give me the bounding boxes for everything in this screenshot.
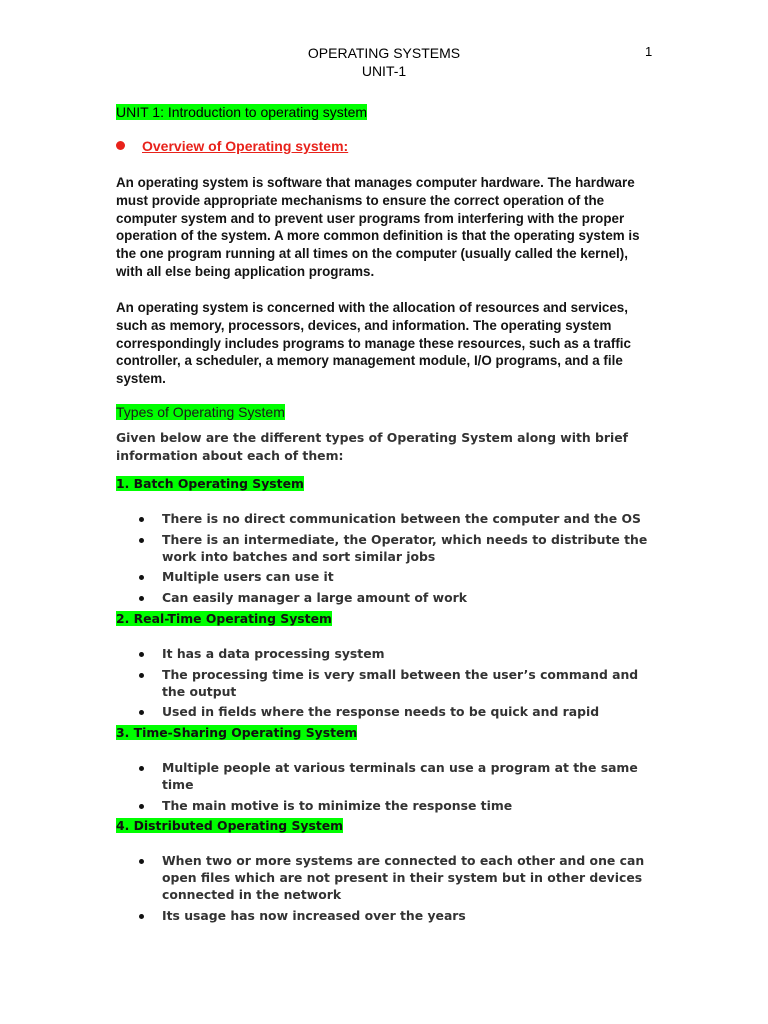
bullet-list-distributed [116,852,656,927]
list-item: The processing time is very small between the user’s command and the output [116,666,656,700]
section-heading-text: 1. Batch Operating System [116,476,304,491]
types-intro: Given below are the different types of Operating System along with brief information about each of them: [116,430,629,463]
list-item: There is no direct communication between the computer and the OS [116,510,656,527]
list-item: When two or more systems are connected to each other and one can open files which are not present in their system but in other devices connected in the network [116,852,656,903]
document-subtitle: UNIT-1 [361,63,407,79]
document-title: OPERATING SYSTEMS [307,45,461,61]
paragraph-1: An operating system is software that manages computer hardware. The hardware must provide appropriate mechanisms to ensure the correct operation of the computer system and to prevent user programs from interfering with the proper operation of the system. A more common definition is that the operating system is the one program running at all times on the computer (usually called the kernel), with all else being application programs. [116,175,640,279]
bullet-list-batch [116,510,656,609]
section-heading-text: 3. Time-Sharing Operating System [116,725,358,740]
overview-heading-text: Overview of Operating system: [142,138,349,154]
list-item: Used in fields where the response needs to be quick and rapid [116,703,656,720]
section-heading-real-time [116,610,332,627]
types-heading [116,403,285,421]
unit-heading-text: UNIT 1: Introduction to operating system [116,104,368,120]
section-heading-distributed [116,817,343,834]
bullet-dot-icon [116,141,125,150]
section-heading-text: 4. Distributed Operating System [116,818,344,833]
list-item: It has a data processing system [116,645,656,662]
unit-heading [116,103,367,121]
list-item: Multiple users can use it [116,568,656,585]
list-item: Can easily manager a large amount of work [116,589,656,606]
types-heading-text: Types of Operating System [116,404,285,420]
overview-heading [116,137,348,155]
section-heading-time-sharing [116,724,357,741]
list-item: Its usage has now increased over the years [116,907,656,924]
list-item: There is an intermediate, the Operator, which needs to distribute the work into batches and sort similar jobs [116,531,656,565]
paragraph-2: An operating system is concerned with the allocation of resources and services, such as memory, processors, devices, and information. The operating system correspondingly includes programs to manage these resources, such as a traffic controller, a scheduler, a memory management module, I/O programs, and a file system. [116,300,631,387]
section-heading-batch [116,475,304,492]
bullet-list-real-time [116,645,656,724]
document-header [0,44,768,80]
list-item: Multiple people at various terminals can use a program at the same time [116,759,656,793]
bullet-list-time-sharing [116,759,656,817]
page-number: 1 [645,44,653,59]
list-item: The main motive is to minimize the response time [116,797,656,814]
section-heading-text: 2. Real-Time Operating System [116,611,332,626]
